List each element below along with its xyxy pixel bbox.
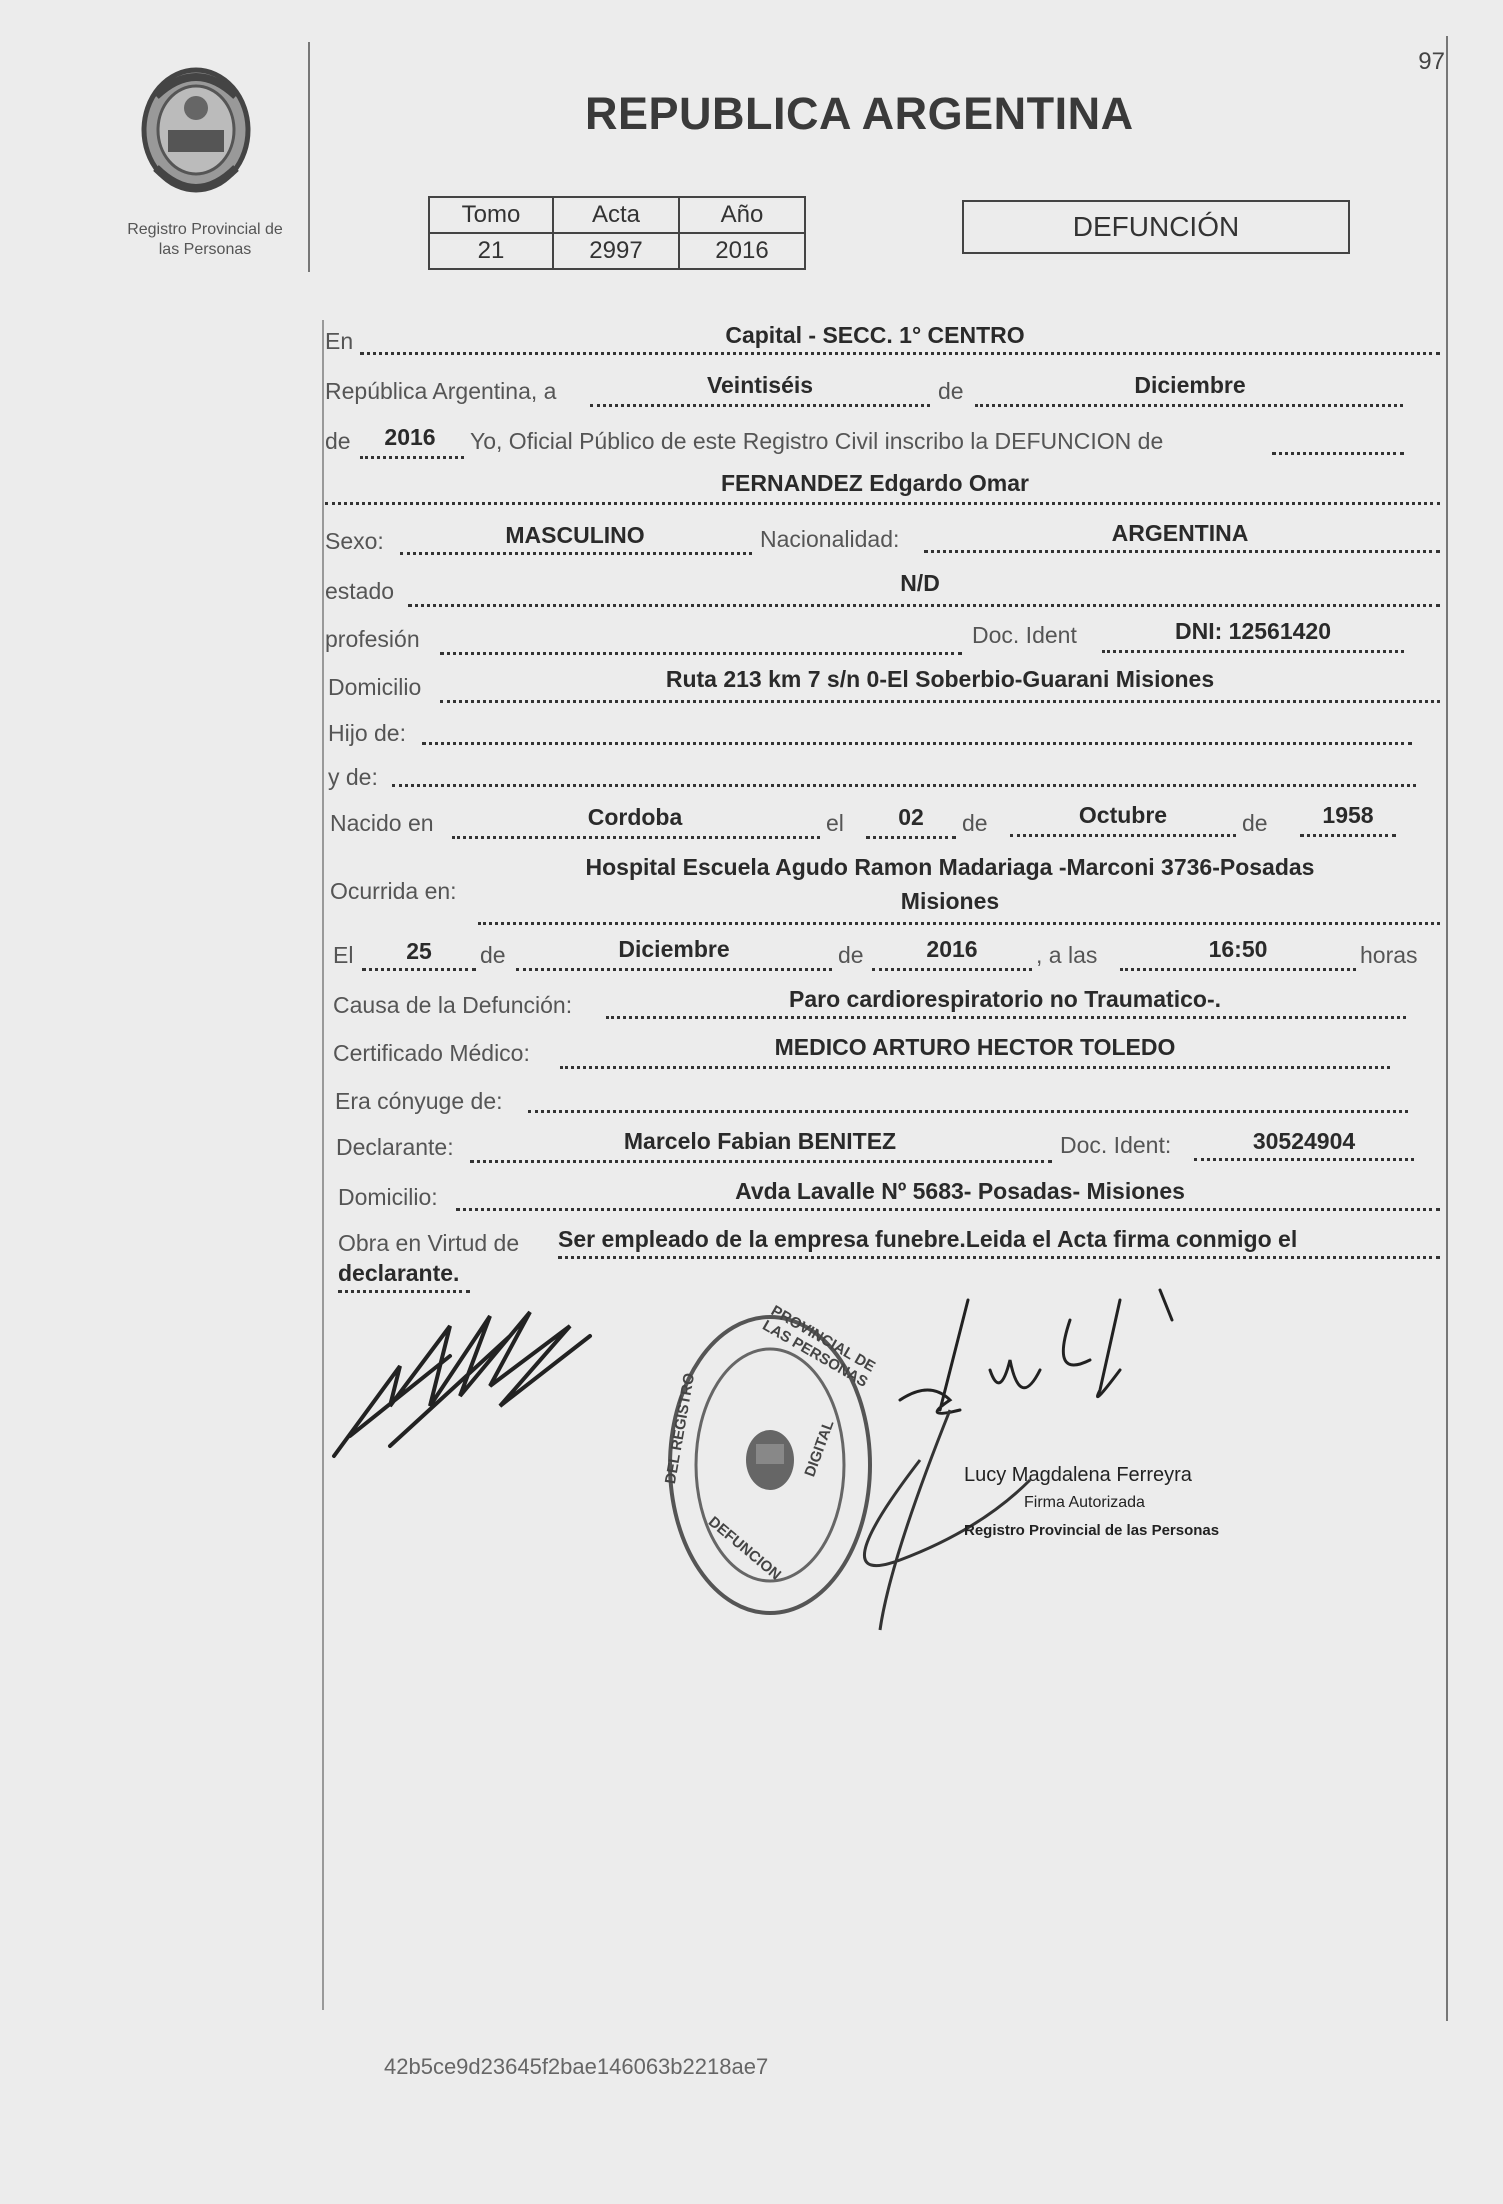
obra-value: Ser empleado de la empresa funebre.Leida el Acta firma conmigo el — [558, 1226, 1298, 1252]
estado-value: N/D — [900, 570, 940, 596]
republica-label: República Argentina, a — [325, 378, 557, 404]
estado-underline — [408, 604, 1440, 607]
obra-underline — [558, 1256, 1440, 1259]
nacionalidad-underline — [924, 550, 1440, 553]
month-underline — [975, 404, 1403, 407]
birth-day: 02 — [898, 804, 924, 830]
conyuge-underline — [528, 1110, 1408, 1113]
hijo-underline — [422, 742, 1412, 745]
nacido-underline — [452, 836, 820, 839]
birth-year: 1958 — [1322, 802, 1374, 828]
sexo-label: Sexo: — [325, 528, 384, 554]
stamp-side-text: DIGITAL — [801, 1417, 838, 1480]
registry-line-1: Registro Provincial de — [127, 221, 283, 238]
doc2-value: 30524904 — [1252, 1128, 1356, 1154]
horas-label: horas — [1360, 942, 1418, 968]
death-time: 16:50 — [1208, 936, 1268, 962]
de-label-3: de — [962, 810, 988, 836]
causa-value: Paro cardiorespiratorio no Traumatico-. — [789, 986, 1221, 1012]
en-value: Capital - SECC. 1° CENTRO — [725, 322, 1025, 348]
document-hash: 42b5ce9d23645f2bae146063b2218ae7 — [384, 2054, 769, 2079]
obra-label: Obra en Virtud de — [338, 1230, 520, 1256]
official-signature — [860, 1260, 1260, 1640]
death-year-underline — [872, 968, 1032, 971]
day-value: Veintiséis — [706, 372, 814, 398]
doc-label: Doc. Ident — [972, 622, 1077, 648]
misiones-coat-of-arms-logo — [126, 58, 266, 208]
death-time-underline — [1120, 968, 1356, 971]
registry-name — [100, 220, 310, 260]
domicilio2-value: Avda Lavalle Nº 5683- Posadas- Misiones — [735, 1178, 1185, 1204]
declarante-label: Declarante: — [336, 1134, 454, 1160]
de-label-6: de — [838, 942, 864, 968]
official-stamp — [660, 1302, 880, 1620]
day-underline — [590, 404, 930, 407]
ocurrida-underline — [478, 922, 1440, 925]
record-type-box: DEFUNCIÓN — [962, 200, 1350, 254]
birth-day-underline — [866, 836, 956, 839]
birth-month-underline — [1010, 834, 1236, 837]
death-month-underline — [516, 968, 832, 971]
nacido-label: Nacido en — [330, 810, 434, 836]
certificado-underline — [560, 1066, 1390, 1069]
year-value: 2016 — [384, 424, 436, 450]
en-underline — [360, 352, 1440, 355]
certificado-value: MEDICO ARTURO HECTOR TOLEDO — [774, 1034, 1176, 1060]
nacido-value: Cordoba — [587, 804, 683, 830]
death-year: 2016 — [926, 936, 978, 962]
doc-value: DNI: 12561420 — [1175, 618, 1331, 644]
domicilio-label: Domicilio — [328, 674, 422, 700]
alas-label: , a las — [1036, 942, 1098, 968]
sexo-underline — [400, 552, 752, 555]
table-value-ano: 2016 — [679, 233, 805, 269]
page-title: REPUBLICA ARGENTINA — [585, 88, 1134, 139]
yde-label: y de: — [328, 764, 378, 790]
yo-underline — [1272, 452, 1404, 455]
yo-text: Yo, Oficial Público de este Registro Civil inscribo la DEFUNCION de — [470, 428, 1164, 454]
doc2-label: Doc. Ident: — [1060, 1132, 1172, 1158]
domicilio-value: Ruta 213 km 7 s/n 0-El Soberbio-Guarani Misiones — [665, 666, 1215, 692]
declarante-underline — [470, 1160, 1052, 1163]
table-header-tomo: Tomo — [429, 197, 553, 233]
death-day: 25 — [406, 938, 432, 964]
death-day-underline — [362, 968, 476, 971]
official-name: Lucy Magdalena Ferreyra — [964, 1464, 1192, 1486]
table-value-tomo: 21 — [429, 233, 553, 269]
death-month: Diciembre — [618, 936, 730, 962]
page-number: 97 — [1418, 48, 1445, 75]
obra-underline-2 — [338, 1290, 470, 1293]
ocurrida-label: Ocurrida en: — [330, 878, 457, 904]
table-value-acta: 2997 — [553, 233, 679, 269]
official-registry: Registro Provincial de las Personas — [964, 1522, 1220, 1539]
profesion-label: profesión — [325, 626, 420, 652]
certificado-label: Certificado Médico: — [333, 1040, 530, 1066]
stamp-inner-text: DEFUNCION — [704, 1513, 785, 1584]
birth-year-underline — [1300, 834, 1396, 837]
de-label-4: de — [1242, 810, 1268, 836]
yde-underline — [392, 784, 1416, 787]
obra-value-2: declarante. — [338, 1260, 460, 1286]
month-value: Diciembre — [1134, 372, 1246, 398]
el-label: el — [826, 810, 844, 836]
causa-label: Causa de la Defunción: — [333, 992, 573, 1018]
sexo-value: MASCULINO — [505, 522, 645, 548]
de-label-2: de — [325, 428, 351, 454]
nacionalidad-value: ARGENTINA — [1111, 520, 1249, 546]
de-label-5: de — [480, 942, 506, 968]
official-title: Firma Autorizada — [1024, 1494, 1145, 1511]
el2-label: El — [333, 942, 354, 968]
left-margin-line-lower — [322, 320, 324, 2010]
ocurrida-line-2: Misiones — [900, 888, 1000, 914]
estado-label: estado — [325, 578, 395, 604]
deceased-name: FERNANDEZ Edgardo Omar — [721, 470, 1029, 496]
doc2-underline — [1194, 1158, 1414, 1161]
causa-underline — [606, 1016, 1406, 1019]
right-margin-line — [1446, 36, 1448, 2021]
stamp-outer-text: PROVINCIAL DE LAS PERSONAS — [759, 1302, 879, 1391]
en-label: En — [325, 328, 354, 354]
stamp-left-text: DEL REGISTRO — [662, 1371, 699, 1486]
de-label-1: de — [938, 378, 964, 404]
birth-month: Octubre — [1078, 802, 1168, 828]
domicilio2-underline — [456, 1208, 1440, 1211]
table-header-acta: Acta — [553, 197, 679, 233]
domicilio-underline — [440, 700, 1440, 703]
nacionalidad-label: Nacionalidad: — [760, 526, 900, 552]
profesion-underline — [440, 652, 962, 655]
ocurrida-line-1: Hospital Escuela Agudo Ramon Madariaga -Marconi 3736-Posadas — [585, 854, 1315, 880]
registry-line-2: las Personas — [158, 241, 252, 258]
hijo-label: Hijo de: — [328, 720, 406, 746]
conyuge-label: Era cónyuge de: — [335, 1088, 503, 1114]
doc-underline — [1102, 650, 1404, 653]
declarant-signature — [330, 1296, 600, 1466]
record-reference-table — [428, 196, 806, 270]
domicilio2-label: Domicilio: — [338, 1184, 438, 1210]
name-underline — [325, 502, 1440, 505]
year-underline — [360, 456, 464, 459]
table-header-ano: Año — [679, 197, 805, 233]
declarante-value: Marcelo Fabian BENITEZ — [623, 1128, 897, 1154]
